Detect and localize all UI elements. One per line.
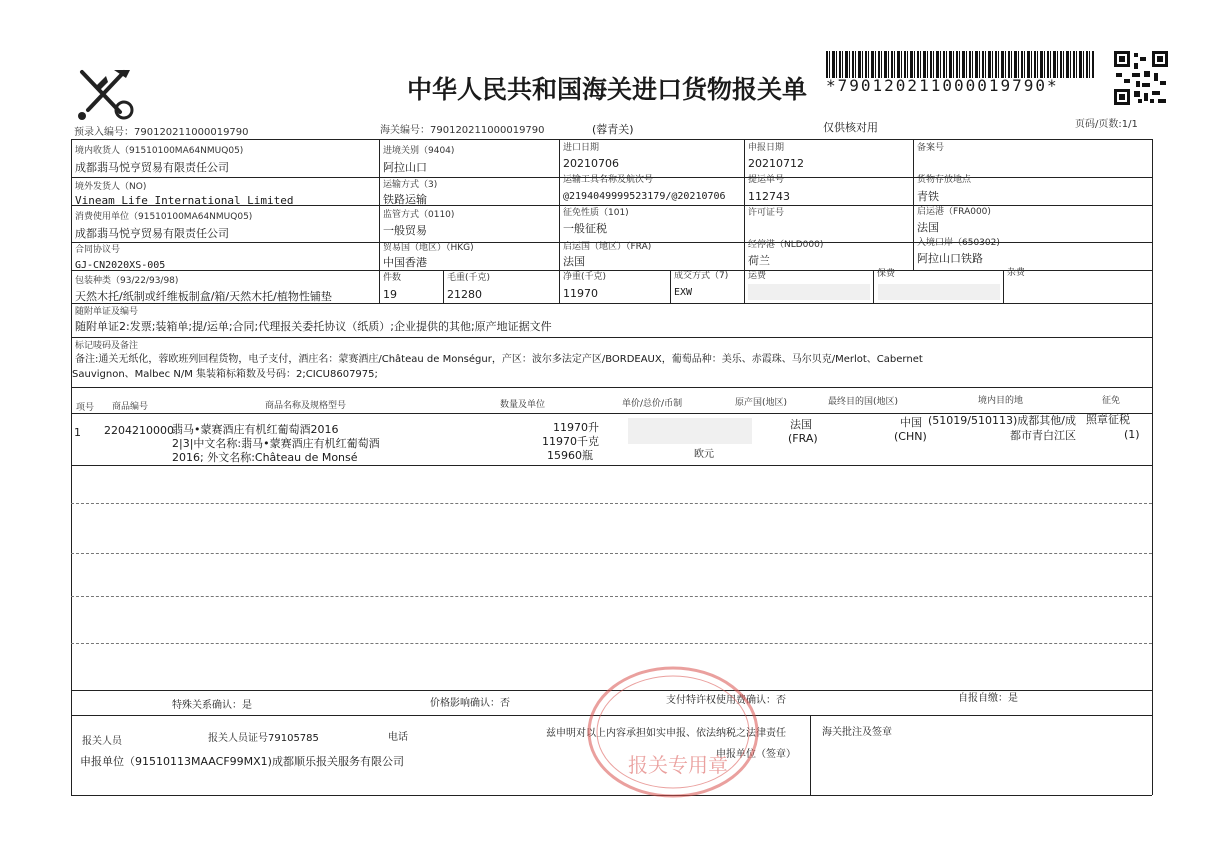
- contract-label: 合同协议号: [75, 245, 121, 255]
- col-final-dest: 最终目的国(地区): [828, 397, 899, 407]
- incoterm-value: EXW: [674, 287, 693, 298]
- entry-port-value: 阿拉山口: [383, 161, 427, 174]
- special-relation-confirm: 特殊关系确认：是: [172, 700, 252, 711]
- levy-value: 一般征税: [563, 222, 607, 235]
- declarant-cert: 报关人员证号79105785: [208, 733, 319, 744]
- bl-label: 提运单号: [748, 175, 785, 185]
- customs-declaration-stamp: [584, 663, 762, 801]
- goods-dest-line2: 都市青白江区: [1010, 429, 1076, 442]
- declare-date-label: 申报日期: [748, 143, 785, 153]
- col-name-spec: 商品名称及规格型号: [265, 401, 347, 411]
- pre-entry-number: 预录入编号：790120211000019790: [74, 127, 249, 138]
- goods-currency: 欧元: [694, 449, 714, 460]
- consignee-label: 境内收货人（91510100MA64NMUQ05): [75, 146, 244, 156]
- royalty-confirm: 支付特许权使用费确认：否: [666, 695, 786, 706]
- redacted-value: [878, 284, 1000, 300]
- goods-hs-code: 2204210000: [104, 424, 174, 437]
- seal-label: 申报单位（签章）: [716, 749, 796, 760]
- misc-label: 杂费: [1007, 268, 1026, 278]
- document-title: 中华人民共和国海关进口货物报关单: [407, 75, 808, 104]
- col-levy: 征免: [1102, 396, 1121, 406]
- incoterm-label: 成交方式（7): [674, 271, 729, 281]
- goods-qty1: 11970升: [553, 421, 599, 434]
- trade-country-value: 中国香港: [383, 256, 427, 269]
- col-origin: 原产国(地区): [735, 398, 788, 408]
- qr-code: [1114, 51, 1168, 105]
- license-label: 许可证号: [748, 208, 785, 218]
- goods-origin-line1: 法国: [790, 418, 812, 431]
- vessel-label: 运输工具名称及航次号: [563, 175, 654, 185]
- goods-item-no: 1: [74, 426, 81, 439]
- net-weight-value: 11970: [563, 287, 598, 300]
- levy-label: 征免性质（101): [563, 208, 629, 218]
- net-weight-label: 净重(千克): [563, 272, 607, 282]
- entry-port-label: 进境关别（9404): [383, 146, 455, 156]
- supervision-label: 监管方式（0110): [383, 210, 455, 220]
- user-label: 消费使用单位（91510100MA64NMUQ05): [75, 212, 253, 222]
- declarant-label: 报关人员: [82, 736, 122, 747]
- goods-name-line1: 翡马•蒙赛酒庄有机红葡萄酒2016: [172, 423, 339, 436]
- package-value: 天然木托/纸制或纤维板制盒/箱/天然木托/植物性铺垫: [75, 290, 332, 303]
- goods-levy-line1: 照章征税: [1086, 413, 1130, 426]
- marks-label: 标记唛码及备注: [75, 341, 139, 351]
- declare-date-value: 20210712: [748, 157, 804, 170]
- col-hs-code: 商品编号: [112, 402, 149, 412]
- goods-dest-line1: (51019/510113)成都其他/成: [928, 414, 1076, 427]
- contract-value: GJ-CN2020XS-005: [75, 260, 166, 271]
- freight-label: 运费: [748, 271, 767, 281]
- storage-value: 青铁: [917, 190, 939, 203]
- col-qty-unit: 数量及单位: [500, 400, 546, 410]
- import-date-value: 20210706: [563, 157, 619, 170]
- barcode-number: *790120211000019790*: [826, 76, 1059, 95]
- transport-label: 运输方式（3): [383, 180, 438, 190]
- consignee-value: 成都翡马悦亨贸易有限责任公司: [75, 161, 229, 174]
- customs-emblem: [74, 66, 136, 122]
- goods-qty2: 11970千克: [542, 435, 599, 448]
- transit-port-value: 荷兰: [748, 254, 770, 267]
- customs-approval-label: 海关批注及签章: [822, 727, 892, 738]
- goods-final-line2: (CHN): [894, 430, 927, 443]
- departure-port-value: 法国: [917, 221, 939, 234]
- gross-weight-value: 21280: [447, 288, 482, 301]
- col-domestic-dest: 境内目的地: [978, 396, 1024, 406]
- departure-port-label: 启运港（FRA000): [917, 207, 991, 217]
- gross-weight-label: 毛重(千克): [447, 273, 491, 283]
- insurance-label: 保费: [877, 269, 896, 279]
- redacted-value: [628, 418, 752, 444]
- declaring-agent: 申报单位（91510113MAACF99MX1)成都顺乐报关服务有限公司: [80, 755, 404, 768]
- package-label: 包装种类（93/22/93/98): [75, 276, 179, 286]
- record-no-label: 备案号: [917, 143, 945, 153]
- shipper-value: Vineam Life International Limited: [75, 194, 294, 207]
- entry-place-value: 阿拉山口铁路: [917, 252, 983, 265]
- col-price: 单价/总价/币制: [622, 399, 683, 409]
- price-impact-confirm: 价格影响确认：否: [430, 698, 510, 709]
- supervision-value: 一般贸易: [383, 224, 427, 237]
- trade-country-label: 贸易国（地区）（HKG): [383, 243, 474, 253]
- barcode: [826, 51, 1094, 78]
- customs-office: (蓉青关): [592, 123, 634, 136]
- statement: 兹申明对以上内容承担如实申报、依法纳税之法律责任: [546, 728, 786, 739]
- goods-origin-line2: (FRA): [788, 432, 818, 445]
- page-info: 页码/页数:1/1: [1075, 119, 1138, 130]
- docs-label: 随附单证及编号: [75, 307, 139, 317]
- pieces-label: 件数: [383, 273, 402, 283]
- verify-only-note: 仅供核对用: [823, 121, 878, 134]
- transport-value: 铁路运输: [383, 193, 427, 206]
- stamp-text: 报关专用章: [628, 753, 728, 777]
- user-value: 成都翡马悦亨贸易有限责任公司: [75, 227, 229, 240]
- vessel-value: @2194049999523179/@20210706: [563, 191, 726, 202]
- origin-country-label: 启运国（地区）（FRA): [563, 242, 652, 252]
- pieces-value: 19: [383, 288, 397, 301]
- customs-number: 海关编号：790120211000019790: [380, 125, 545, 136]
- goods-levy-line2: (1): [1124, 428, 1140, 441]
- phone-label: 电话: [388, 732, 408, 743]
- col-item-no: 项号: [76, 403, 95, 413]
- goods-name-line2: 2|3|中文名称:翡马•蒙赛酒庄有机红葡萄酒: [172, 437, 380, 450]
- self-pay-confirm: 自报自缴：是: [958, 693, 1018, 704]
- marks-line2: Sauvignon、Malbec N/M 集装箱标箱数及号码：2;CICU8607975;: [72, 369, 378, 380]
- goods-qty3: 15960瓶: [547, 449, 593, 462]
- goods-final-line1: 中国: [900, 416, 922, 429]
- marks-line1: 备注:通关无纸化，蓉欧班列回程货物，电子支付，酒庄名：蒙赛酒庄/Château de Monségur，产区：波尔多法定产区/BORDEAUX，葡萄品种：美乐、赤霞珠、马尔贝克/Merlot、Cabernet: [75, 354, 923, 365]
- origin-country-value: 法国: [563, 255, 585, 268]
- shipper-label: 境外发货人（NO): [75, 182, 147, 192]
- docs-value: 随附单证2:发票;装箱单;提/运单;合同;代理报关委托协议（纸质）;企业提供的其他;原产地证据文件: [75, 320, 552, 333]
- redacted-value: [748, 284, 870, 300]
- import-date-label: 进口日期: [563, 143, 600, 153]
- goods-name-line3: 2016; 外文名称:Château de Monsé: [172, 451, 358, 464]
- bl-value: 112743: [748, 190, 790, 203]
- storage-label: 货物存放地点: [917, 175, 972, 185]
- entry-place-label: 入境口岸（650302): [917, 238, 1000, 248]
- transit-port-label: 经停港（NLD000): [748, 240, 824, 250]
